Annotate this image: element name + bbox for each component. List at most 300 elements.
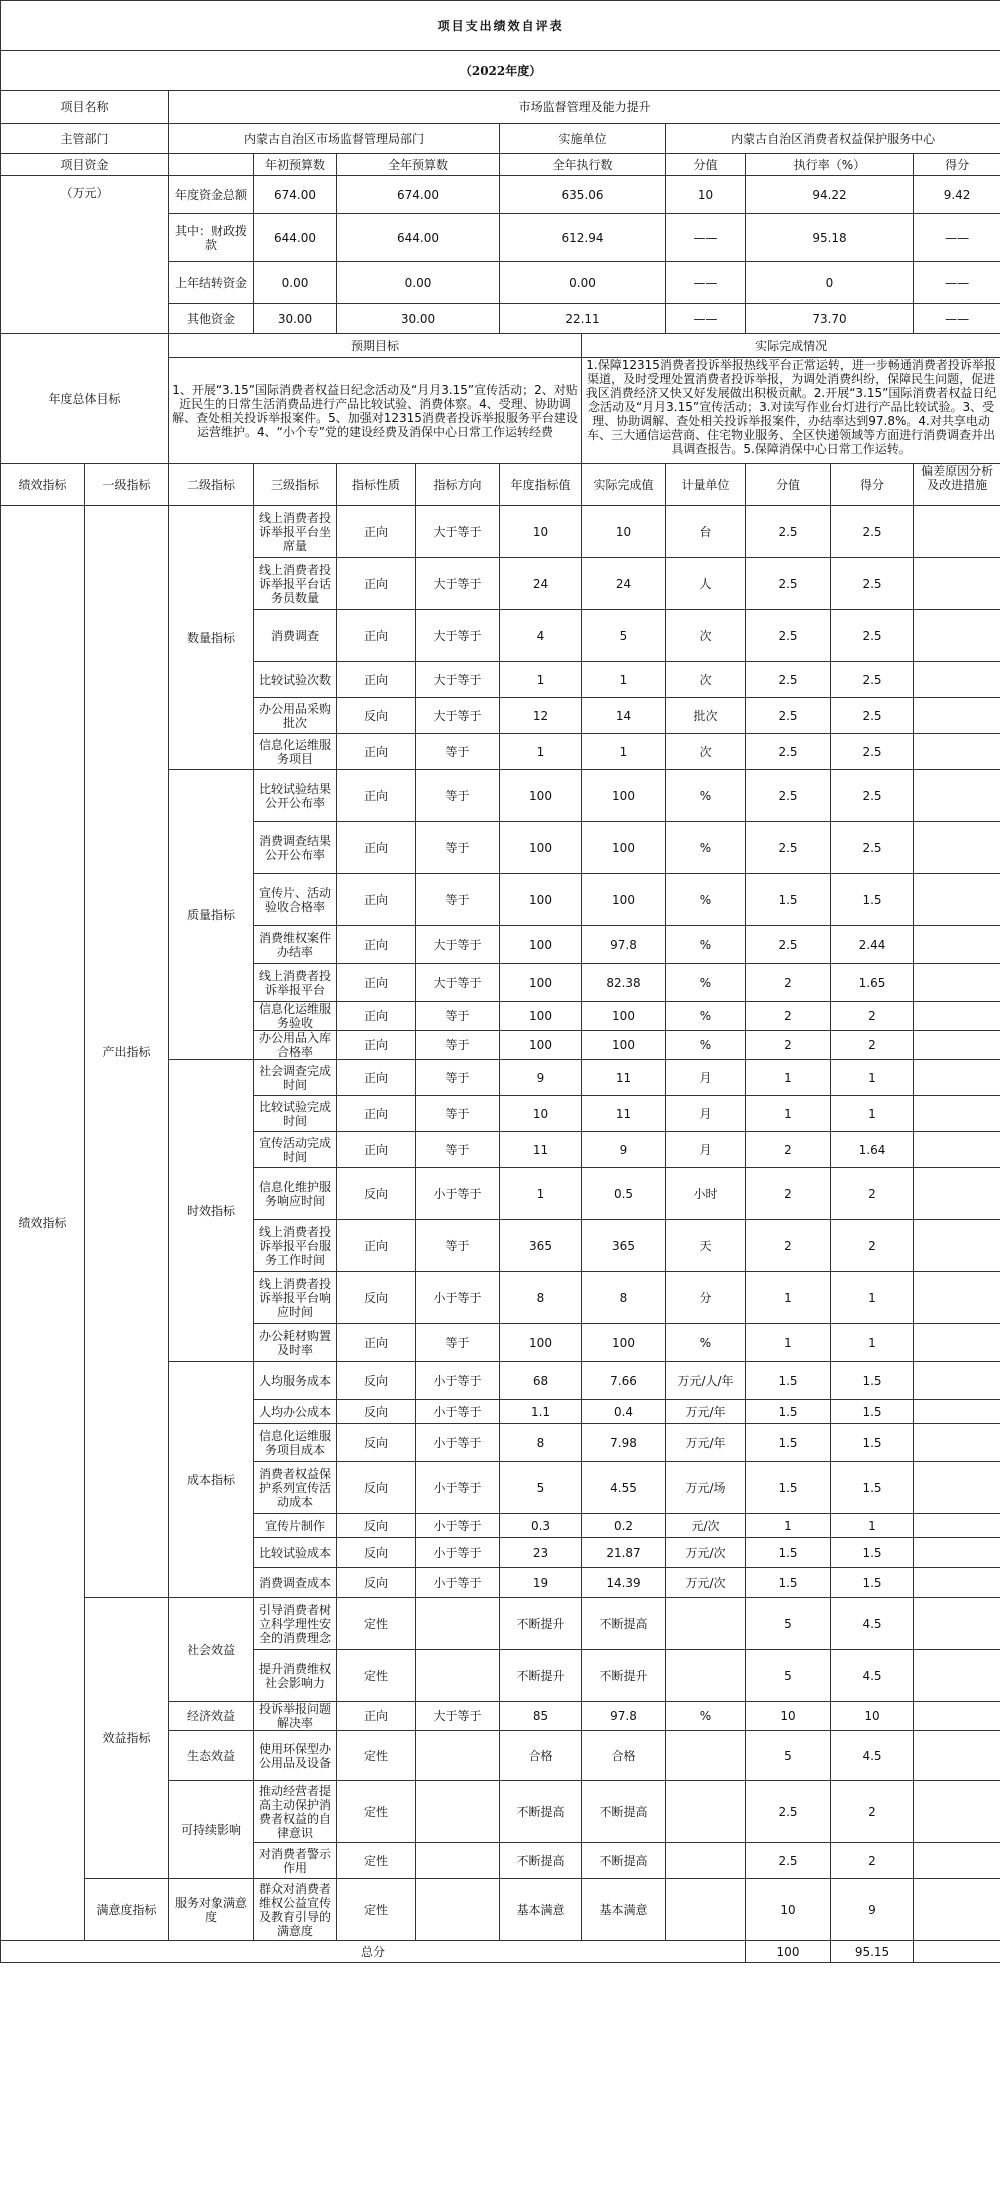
indicator-target: 不断提升 <box>500 1650 582 1702</box>
indicator-actual: 10 <box>582 506 666 558</box>
indicator-name: 线上消费者投诉举报平台服务工作时间 <box>254 1220 337 1272</box>
indicator-points: 2 <box>746 1031 831 1060</box>
indicator-nature: 正向 <box>337 1002 416 1031</box>
indicator-dir: 大于等于 <box>416 698 500 734</box>
indicator-nature: 定性 <box>337 1650 416 1702</box>
indicator-dir: 大于等于 <box>416 558 500 610</box>
indicator-dir: 等于 <box>416 1031 500 1060</box>
indicator-name: 消费调查成本 <box>254 1568 337 1598</box>
indicator-actual: 0.5 <box>582 1168 666 1220</box>
indicator-name: 线上消费者投诉举报平台 <box>254 964 337 1002</box>
indicator-target: 8 <box>500 1424 582 1462</box>
indicator-score: 2.5 <box>831 662 914 698</box>
indicator-deviation <box>914 1220 1000 1272</box>
indicator-dir: 等于 <box>416 1096 500 1132</box>
indicator-name: 引导消费者树立科学理性安全的消费理念 <box>254 1598 337 1650</box>
indicator-unit: % <box>666 964 746 1002</box>
indicator-score: 1.5 <box>831 1538 914 1568</box>
fund-row-budget: 30.00 <box>337 304 500 334</box>
indicator-nature: 正向 <box>337 926 416 964</box>
indicator-target: 68 <box>500 1362 582 1400</box>
indicator-dir: 小于等于 <box>416 1538 500 1568</box>
indicator-target: 8 <box>500 1272 582 1324</box>
fund-row-budget: 0.00 <box>337 262 500 304</box>
indicator-name: 人均服务成本 <box>254 1362 337 1400</box>
indicator-target: 100 <box>500 926 582 964</box>
indicator-nature: 反向 <box>337 698 416 734</box>
indicator-dir: 等于 <box>416 1002 500 1031</box>
indicator-dir: 小于等于 <box>416 1400 500 1424</box>
indicator-actual: 基本满意 <box>582 1879 666 1941</box>
indicator-target: 11 <box>500 1132 582 1168</box>
overall-goal-label: 年度总体目标 <box>1 334 169 464</box>
indicator-actual: 100 <box>582 1031 666 1060</box>
indicator-target: 不断提升 <box>500 1598 582 1650</box>
indicator-deviation <box>914 1781 1000 1843</box>
indicator-name: 信息化运维服务项目 <box>254 734 337 770</box>
indicator-score: 1 <box>831 1514 914 1538</box>
indicator-nature: 正向 <box>337 734 416 770</box>
indicator-target: 基本满意 <box>500 1879 582 1941</box>
indicator-actual: 21.87 <box>582 1538 666 1568</box>
indicator-deviation <box>914 1002 1000 1031</box>
indicator-dir: 等于 <box>416 1324 500 1362</box>
indicator-target: 100 <box>500 964 582 1002</box>
fund-row-label: 其中：财政拨款 <box>169 214 254 262</box>
fund-row-exec: 0.00 <box>500 262 666 304</box>
indicator-target: 4 <box>500 610 582 662</box>
indicator-dir: 等于 <box>416 734 500 770</box>
indicator-dir: 小于等于 <box>416 1568 500 1598</box>
indicator-score: 2 <box>831 1220 914 1272</box>
indicator-deviation <box>914 770 1000 822</box>
indicator-nature: 正向 <box>337 1220 416 1272</box>
indicator-nature: 正向 <box>337 874 416 926</box>
indicator-deviation <box>914 698 1000 734</box>
level2-header: 二级指标 <box>169 464 254 506</box>
indicator-score: 2.5 <box>831 770 914 822</box>
indicator-name: 办公用品入库合格率 <box>254 1031 337 1060</box>
indicator-target: 100 <box>500 1031 582 1060</box>
indicator-nature: 反向 <box>337 1424 416 1462</box>
indicator-target: 19 <box>500 1568 582 1598</box>
indicator-points: 2.5 <box>746 734 831 770</box>
level2-quality: 质量指标 <box>169 770 254 1060</box>
indicator-target: 9 <box>500 1060 582 1096</box>
indicator-score: 9 <box>831 1879 914 1941</box>
fund-row-score: —— <box>914 214 1000 262</box>
actual-header: 实际完成情况 <box>582 334 1000 358</box>
indicator-target: 1.1 <box>500 1400 582 1424</box>
indicator-nature: 反向 <box>337 1538 416 1568</box>
fund-row-points: 10 <box>666 176 746 214</box>
indicator-points: 10 <box>746 1702 831 1731</box>
indicator-unit: 小时 <box>666 1168 746 1220</box>
indicator-dir: 小于等于 <box>416 1362 500 1400</box>
indicator-deviation <box>914 1879 1000 1941</box>
indicator-actual: 100 <box>582 874 666 926</box>
indicator-points: 1.5 <box>746 1400 831 1424</box>
indicator-score: 2 <box>831 1781 914 1843</box>
indicator-points: 1.5 <box>746 874 831 926</box>
indicator-target: 10 <box>500 506 582 558</box>
indicator-deviation <box>914 734 1000 770</box>
level2-economic: 经济效益 <box>169 1702 254 1731</box>
indicator-deviation <box>914 874 1000 926</box>
indicator-points: 1 <box>746 1324 831 1362</box>
indicator-name: 投诉举报问题解决率 <box>254 1702 337 1731</box>
fund-row-rate: 95.18 <box>746 214 914 262</box>
level2-timeliness: 时效指标 <box>169 1060 254 1362</box>
indicator-deviation <box>914 1702 1000 1731</box>
level2-social: 社会效益 <box>169 1598 254 1702</box>
funds-label: 项目资金 <box>1 154 169 176</box>
indicator-dir: 等于 <box>416 822 500 874</box>
points-col-header: 分值 <box>746 464 831 506</box>
nature-header: 指标性质 <box>337 464 416 506</box>
fund-row-begin: 644.00 <box>254 214 337 262</box>
indicator-actual: 1 <box>582 734 666 770</box>
indicator-points: 1 <box>746 1096 831 1132</box>
fund-row-rate: 0 <box>746 262 914 304</box>
level1-satisfaction: 满意度指标 <box>85 1879 169 1941</box>
total-deviation <box>914 1941 1000 1963</box>
indicator-nature: 正向 <box>337 1324 416 1362</box>
indicator-points: 1.5 <box>746 1568 831 1598</box>
indicator-dir: 小于等于 <box>416 1514 500 1538</box>
indicator-deviation <box>914 1096 1000 1132</box>
indicator-name: 线上消费者投诉举报平台话务员数量 <box>254 558 337 610</box>
indicator-row <box>1 1879 1000 1941</box>
indicator-target: 合格 <box>500 1731 582 1781</box>
indicator-points: 1 <box>746 1060 831 1096</box>
indicator-actual: 100 <box>582 1324 666 1362</box>
indicator-target: 100 <box>500 874 582 926</box>
indicator-score: 1.5 <box>831 1424 914 1462</box>
indicator-points: 2.5 <box>746 1843 831 1879</box>
indicator-actual: 不断提高 <box>582 1781 666 1843</box>
indicator-dir: 等于 <box>416 1132 500 1168</box>
indicator-name: 消费维权案件办结率 <box>254 926 337 964</box>
impl-value: 内蒙古自治区消费者权益保护服务中心 <box>666 124 1000 154</box>
indicator-rows <box>1 506 1000 1941</box>
indicator-actual: 14 <box>582 698 666 734</box>
indicator-dir: 小于等于 <box>416 1462 500 1514</box>
indicator-nature: 定性 <box>337 1879 416 1941</box>
funds-blank-header <box>169 154 254 176</box>
fund-row-budget: 644.00 <box>337 214 500 262</box>
indicator-points: 1.5 <box>746 1424 831 1462</box>
indicator-dir: 小于等于 <box>416 1168 500 1220</box>
score-col-header: 得分 <box>831 464 914 506</box>
indicator-deviation <box>914 1650 1000 1702</box>
indicator-score: 2 <box>831 1168 914 1220</box>
indicator-score: 4.5 <box>831 1731 914 1781</box>
indicator-unit: % <box>666 770 746 822</box>
indicator-name: 对消费者警示作用 <box>254 1843 337 1879</box>
perf-indicator-header: 绩效指标 <box>1 464 85 506</box>
indicator-nature: 正向 <box>337 610 416 662</box>
indicator-actual: 5 <box>582 610 666 662</box>
indicator-points: 2 <box>746 1168 831 1220</box>
indicator-score: 1 <box>831 1060 914 1096</box>
indicator-target: 5 <box>500 1462 582 1514</box>
unit-header: 计量单位 <box>666 464 746 506</box>
indicator-deviation <box>914 1168 1000 1220</box>
indicator-name: 消费调查结果公开公布率 <box>254 822 337 874</box>
indicator-points: 5 <box>746 1650 831 1702</box>
indicator-nature: 定性 <box>337 1731 416 1781</box>
indicator-nature: 定性 <box>337 1598 416 1650</box>
indicator-points: 2.5 <box>746 558 831 610</box>
actual-result-text: 1.保障12315消费者投诉举报热线平台正常运转，进一步畅通消费者投诉举报渠道，及时受理处置消费者投诉举报，为调处消费纠纷，保障民生问题，促进我区消费经济又快又好发展做出积极贡献。2.开展“3.15”国际消费者权益日纪念活动及“月月3.15”宣传活动；3.对读写作业台灯进行产品比较试验。3、受理、协助调解、查处相关投诉举报案件，办结率达到97.8%。4.对共享电动车、三大通信运营商、住宅物业服务、全区快递领域等方面进行消费调查并出具调查报告。5.保障消保中心日常工作运转。 <box>582 358 1000 464</box>
indicator-target: 1 <box>500 734 582 770</box>
dept-label: 主管部门 <box>1 124 169 154</box>
indicator-dir <box>416 1843 500 1879</box>
indicator-target: 1 <box>500 662 582 698</box>
indicator-score: 1 <box>831 1272 914 1324</box>
indicator-actual: 0.4 <box>582 1400 666 1424</box>
indicator-name: 比较试验完成时间 <box>254 1096 337 1132</box>
indicator-nature: 正向 <box>337 822 416 874</box>
full-exec-header: 全年执行数 <box>500 154 666 176</box>
indicator-actual: 7.98 <box>582 1424 666 1462</box>
funds-unit-label: （万元） <box>1 176 169 334</box>
indicator-name: 比较试验结果公开公布率 <box>254 770 337 822</box>
indicator-actual: 11 <box>582 1096 666 1132</box>
fund-row-score: —— <box>914 304 1000 334</box>
fund-row-exec: 635.06 <box>500 176 666 214</box>
indicator-name: 办公耗材购置及时率 <box>254 1324 337 1362</box>
indicator-actual: 100 <box>582 770 666 822</box>
indicator-name: 信息化维护服务响应时间 <box>254 1168 337 1220</box>
indicator-nature: 定性 <box>337 1843 416 1879</box>
indicator-score: 1.5 <box>831 1462 914 1514</box>
indicator-actual: 不断提高 <box>582 1598 666 1650</box>
indicator-target: 24 <box>500 558 582 610</box>
indicator-unit: 次 <box>666 662 746 698</box>
project-name-label: 项目名称 <box>1 91 169 124</box>
direction-header: 指标方向 <box>416 464 500 506</box>
indicator-dir: 大于等于 <box>416 662 500 698</box>
indicator-nature: 正向 <box>337 1031 416 1060</box>
indicator-unit <box>666 1731 746 1781</box>
level2-service: 服务对象满意度 <box>169 1879 254 1941</box>
indicator-unit: 万元/年 <box>666 1400 746 1424</box>
indicator-deviation <box>914 822 1000 874</box>
indicator-nature: 反向 <box>337 1168 416 1220</box>
indicator-actual: 4.55 <box>582 1462 666 1514</box>
fund-row-rate: 73.70 <box>746 304 914 334</box>
indicator-deviation <box>914 1843 1000 1879</box>
dept-value: 内蒙古自治区市场监督管理局部门 <box>169 124 500 154</box>
indicator-actual: 365 <box>582 1220 666 1272</box>
indicator-nature: 反向 <box>337 1568 416 1598</box>
indicator-nature: 正向 <box>337 1702 416 1731</box>
indicator-actual: 100 <box>582 1002 666 1031</box>
fund-row-score: 9.42 <box>914 176 1000 214</box>
indicator-dir <box>416 1598 500 1650</box>
indicator-score: 1.5 <box>831 1362 914 1400</box>
indicator-deviation <box>914 1060 1000 1096</box>
indicator-name: 信息化运维服务验收 <box>254 1002 337 1031</box>
indicator-deviation <box>914 1132 1000 1168</box>
indicator-score: 4.5 <box>831 1650 914 1702</box>
level2-ecological: 生态效益 <box>169 1731 254 1781</box>
indicator-deviation <box>914 1400 1000 1424</box>
level2-sustainable: 可持续影响 <box>169 1781 254 1879</box>
indicator-nature: 反向 <box>337 1462 416 1514</box>
points-header: 分值 <box>666 154 746 176</box>
indicator-target: 0.3 <box>500 1514 582 1538</box>
level1-benefit: 效益指标 <box>85 1598 169 1879</box>
fund-row-begin: 674.00 <box>254 176 337 214</box>
indicator-points: 2.5 <box>746 822 831 874</box>
indicator-name: 推动经营者提高主动保护消费者权益的自律意识 <box>254 1781 337 1843</box>
indicator-score: 1.5 <box>831 1568 914 1598</box>
fund-row-budget: 674.00 <box>337 176 500 214</box>
indicator-score: 1 <box>831 1096 914 1132</box>
fund-row-points: —— <box>666 304 746 334</box>
indicator-unit: 月 <box>666 1096 746 1132</box>
indicator-score: 1.65 <box>831 964 914 1002</box>
indicator-unit: 月 <box>666 1132 746 1168</box>
indicator-dir: 大于等于 <box>416 610 500 662</box>
indicator-nature: 定性 <box>337 1781 416 1843</box>
indicator-score: 1.64 <box>831 1132 914 1168</box>
indicator-unit: 元/次 <box>666 1514 746 1538</box>
indicator-dir: 小于等于 <box>416 1272 500 1324</box>
indicator-nature: 正向 <box>337 662 416 698</box>
level2-cost: 成本指标 <box>169 1362 254 1598</box>
indicator-score: 4.5 <box>831 1598 914 1650</box>
indicator-nature: 正向 <box>337 964 416 1002</box>
indicator-dir: 等于 <box>416 1220 500 1272</box>
perf-indicator-group: 绩效指标 <box>1 506 85 1941</box>
indicator-score: 1 <box>831 1324 914 1362</box>
fund-row-exec: 22.11 <box>500 304 666 334</box>
indicator-score: 2 <box>831 1002 914 1031</box>
annual-value-header: 年度指标值 <box>500 464 582 506</box>
indicator-name: 比较试验次数 <box>254 662 337 698</box>
indicator-unit: % <box>666 1324 746 1362</box>
indicator-name: 办公用品采购批次 <box>254 698 337 734</box>
indicator-actual: 24 <box>582 558 666 610</box>
project-name-value: 市场监督管理及能力提升 <box>169 91 1000 124</box>
indicator-points: 2.5 <box>746 926 831 964</box>
indicator-deviation <box>914 964 1000 1002</box>
expected-header: 预期目标 <box>169 334 582 358</box>
indicator-score: 2.5 <box>831 734 914 770</box>
total-score: 95.15 <box>831 1941 914 1963</box>
indicator-score: 1.5 <box>831 874 914 926</box>
indicator-unit: 分 <box>666 1272 746 1324</box>
indicator-score: 1.5 <box>831 1400 914 1424</box>
indicator-unit: 天 <box>666 1220 746 1272</box>
indicator-name: 比较试验成本 <box>254 1538 337 1568</box>
fund-row-rate: 94.22 <box>746 176 914 214</box>
indicator-deviation <box>914 662 1000 698</box>
indicator-dir: 等于 <box>416 1060 500 1096</box>
indicator-dir <box>416 1731 500 1781</box>
expected-goal-text: 1、开展“3.15”国际消费者权益日纪念活动及“月月3.15”宣传活动；2、对贴近民生的日常生活消费品进行产品比较试验、消费体察。4、受理、协助调解、查处相关投诉举报案件。5、加强对12315消费者投诉举报服务平台建设运营维护。4、“小个专”党的建设经费及消保中心日常工作运转经费 <box>169 358 582 464</box>
indicator-actual: 97.8 <box>582 1702 666 1731</box>
indicator-points: 10 <box>746 1879 831 1941</box>
indicator-unit: % <box>666 874 746 926</box>
indicator-deviation <box>914 558 1000 610</box>
indicator-points: 1 <box>746 1514 831 1538</box>
indicator-points: 1.5 <box>746 1538 831 1568</box>
fund-row-points: —— <box>666 214 746 262</box>
indicator-score: 2.5 <box>831 610 914 662</box>
indicator-nature: 反向 <box>337 1362 416 1400</box>
indicator-nature: 正向 <box>337 1132 416 1168</box>
indicator-deviation <box>914 1538 1000 1568</box>
indicator-name: 群众对消费者维权公益宣传及教育引导的满意度 <box>254 1879 337 1941</box>
indicator-score: 2.5 <box>831 698 914 734</box>
indicator-points: 2.5 <box>746 698 831 734</box>
indicator-deviation <box>914 610 1000 662</box>
indicator-actual: 不断提升 <box>582 1650 666 1702</box>
indicator-actual: 8 <box>582 1272 666 1324</box>
deviation-header: 偏差原因分析及改进措施 <box>914 464 1000 506</box>
indicator-deviation <box>914 1731 1000 1781</box>
indicator-name: 线上消费者投诉举报平台响应时间 <box>254 1272 337 1324</box>
fund-row-label: 其他资金 <box>169 304 254 334</box>
indicator-dir: 大于等于 <box>416 506 500 558</box>
indicator-deviation <box>914 1424 1000 1462</box>
indicator-points: 2 <box>746 1132 831 1168</box>
total-points: 100 <box>746 1941 831 1963</box>
indicator-unit: 万元/场 <box>666 1462 746 1514</box>
indicator-target: 85 <box>500 1702 582 1731</box>
indicator-target: 12 <box>500 698 582 734</box>
indicator-points: 2.5 <box>746 506 831 558</box>
fund-row-points: —— <box>666 262 746 304</box>
level3-header: 三级指标 <box>254 464 337 506</box>
fund-row-score: —— <box>914 262 1000 304</box>
indicator-target: 100 <box>500 770 582 822</box>
indicator-actual: 11 <box>582 1060 666 1096</box>
year-begin-header: 年初预算数 <box>254 154 337 176</box>
indicator-unit: 人 <box>666 558 746 610</box>
indicator-unit: 次 <box>666 734 746 770</box>
indicator-name: 使用环保型办公用品及设备 <box>254 1731 337 1781</box>
indicator-dir <box>416 1650 500 1702</box>
indicator-points: 2.5 <box>746 770 831 822</box>
indicator-dir: 等于 <box>416 770 500 822</box>
indicator-points: 5 <box>746 1731 831 1781</box>
indicator-target: 100 <box>500 822 582 874</box>
indicator-score: 2 <box>831 1031 914 1060</box>
indicator-deviation <box>914 1514 1000 1538</box>
impl-label: 实施单位 <box>500 124 666 154</box>
indicator-deviation <box>914 1324 1000 1362</box>
indicator-points: 2.5 <box>746 1781 831 1843</box>
indicator-actual: 14.39 <box>582 1568 666 1598</box>
indicator-actual: 不断提高 <box>582 1843 666 1879</box>
indicator-unit: 月 <box>666 1060 746 1096</box>
indicator-target: 不断提高 <box>500 1781 582 1843</box>
fund-row-begin: 30.00 <box>254 304 337 334</box>
indicator-deviation <box>914 1272 1000 1324</box>
score-header: 得分 <box>914 154 1000 176</box>
page-subtitle: （2022年度） <box>1 51 1000 91</box>
indicator-name: 人均办公成本 <box>254 1400 337 1424</box>
indicator-name: 宣传活动完成时间 <box>254 1132 337 1168</box>
indicator-unit: % <box>666 926 746 964</box>
indicator-deviation <box>914 1598 1000 1650</box>
